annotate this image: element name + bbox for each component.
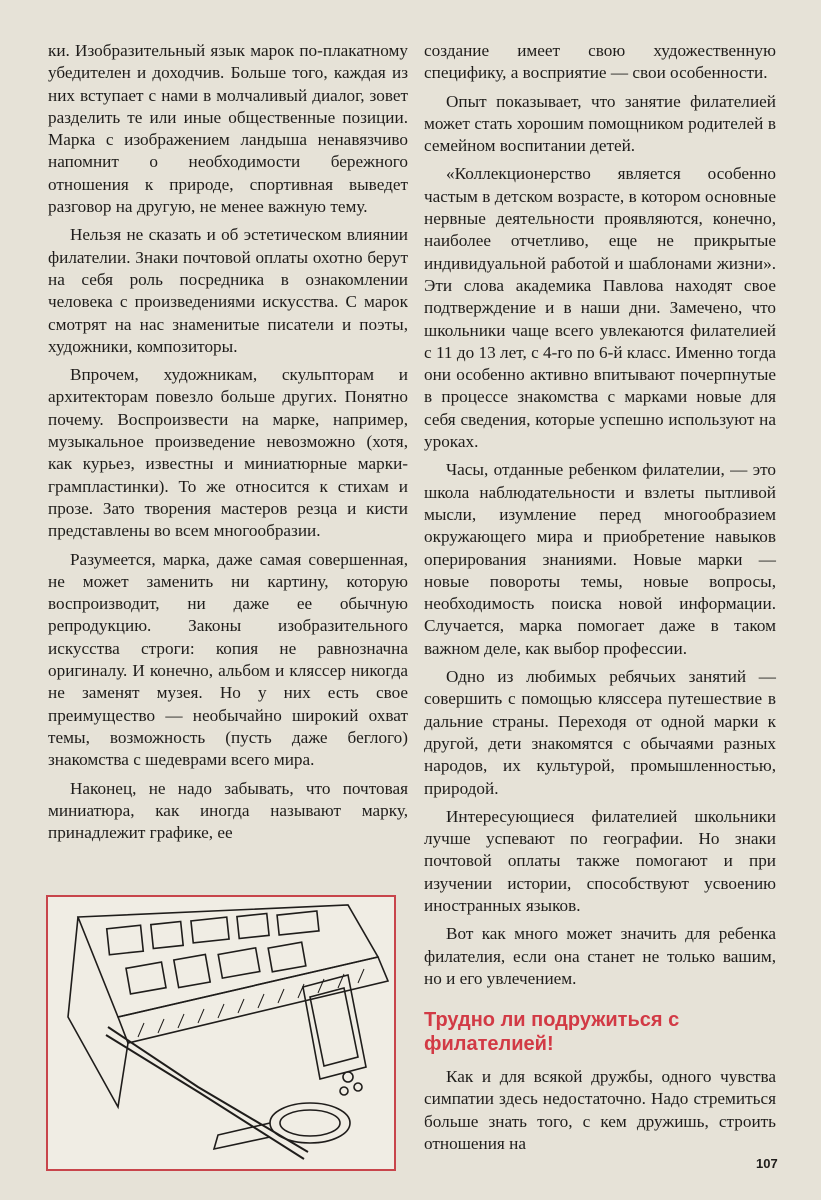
- stamp: [126, 962, 166, 994]
- magnifier-lens: [270, 1103, 350, 1143]
- album-tweezers-magnifier-drawing: [48, 897, 394, 1169]
- stamp: [191, 917, 229, 943]
- stamp: [268, 942, 306, 972]
- section-body: [424, 1066, 776, 1155]
- stamp: [174, 954, 210, 987]
- right-column: [424, 40, 776, 990]
- stamp: [151, 921, 183, 948]
- stamp: [237, 913, 269, 938]
- paragraph: Разумеется, марка, даже самая совершенная, не может заменить ни картину, которую воспроизводит, ни даже ее обычную репродукцию. Законы изобразительного искусства строги: копия не равнозначна оригиналу. И конечно, альбом и кляссер никогда не заменят музея. Но у них есть свое преимущество — необычайно широкий охват темы, возможность (пусть даже беглого) знакомства с шедеврами всего мира.: [48, 549, 408, 770]
- paragraph: Наконец, не надо забывать, что почтовая миниатюра, как иногда называют марку, принадлежит графике, ее: [48, 778, 408, 843]
- stamp: [277, 911, 319, 935]
- paragraph: Часы, отданные ребенком филателии, — это школа наблюдательности и взлеты пытливой мысли, изумление перед многообразием окружающего мира и приобретение навыков оперирования знаниями. Новые марки — новые повороты темы, новые вопросы, необходимость поиска новой информации. Случается, марка помогает даже в таком важном деле, как выбор профессии.: [424, 460, 776, 658]
- paragraph: Одно из любимых ребячьих занятий — совершить с помощью кляссера путешествие в дальние страны. Переходя от одной марки к другой, дети знакомятся с обычаями разных народов, их культурой, промышленностью, природой.: [424, 667, 776, 798]
- paragraph: создание имеет свою художественную специфику, а восприятие — свои особенности.: [424, 41, 776, 83]
- stamp: [107, 925, 144, 954]
- section-heading: Трудно ли подружиться с филателией!: [424, 1009, 680, 1055]
- album-cover-left: [68, 917, 128, 1107]
- paragraph: Впрочем, художникам, скульпторам и архитекторам повезло больше других. Понятно почему. Воспроизвести на марке, например, музыкальное произведение невозможно (хотя, как курьез, известны и миниатюрные марки-грампластинки). То же относится к стихам и прозе. Зато творения мастеров резца и кисти представлены во всем многообразии.: [48, 365, 408, 541]
- paragraph: Интересующиеся филателией школьники лучше успевают по географии. Но знаки почтовой оплаты также помогают и при изучении истории, способствуют усвоению иностранных языков.: [424, 806, 776, 915]
- paragraph: Вот как много может значить для ребенка филателия, если она станет не только вашим, но и его увлечением.: [424, 924, 776, 988]
- paragraph: Опыт показывает, что занятие филателией может стать хорошим помощником родителей в семейном воспитании детей.: [424, 91, 776, 156]
- page-number: 107: [756, 1156, 778, 1171]
- left-column: [48, 40, 408, 844]
- stamp-album-illustration: [46, 895, 396, 1171]
- paragraph: Как и для всякой дружбы, одного чувства симпатии здесь недостаточно. Надо стремиться больше знать того, с кем дружишь, строить отношения на: [424, 1067, 776, 1153]
- album-edge: [118, 957, 388, 1043]
- paragraph: «Коллекционерство является особенно частым в детском возрасте, в котором основные нервные деятельности проявляются, конечно, наиболее отчетливо, еще не прикрытые индивидуальной работой и шаблонами жизни». Эти слова академика Павлова находят свое подтверждение и в наши дни. Замечено, что школьники чаще всего увлекаются филателией с 11 до 13 лет, с 4-го по 6-й класс. Именно тогда они особенно активно впитывают почерпнутые в процессе знакомства с марками новые для себя сведения, которые успешно используют на уроках.: [424, 164, 776, 452]
- stamp: [218, 948, 260, 978]
- paragraph: Нельзя не сказать и об эстетическом влиянии филателии. Знаки почтовой оплаты охотно берут на себя роль посредника в ознакомлении человека с произведениями искусства. С марок смотрят на нас знаменитые писатели и поэты, художники, композиторы.: [48, 225, 408, 356]
- paragraph: ки. Изобразительный язык марок по-плакатному убедителен и доходчив. Больше того, каждая из них вступает с нами в молчаливый диалог, зовет разделить те или иные общественные позиции. Марка с изображением ландыша ненавязчиво напомнит о необходимости бережного отношения к природе, спортивная выведет разговор на другую, не менее важную тему.: [48, 41, 408, 217]
